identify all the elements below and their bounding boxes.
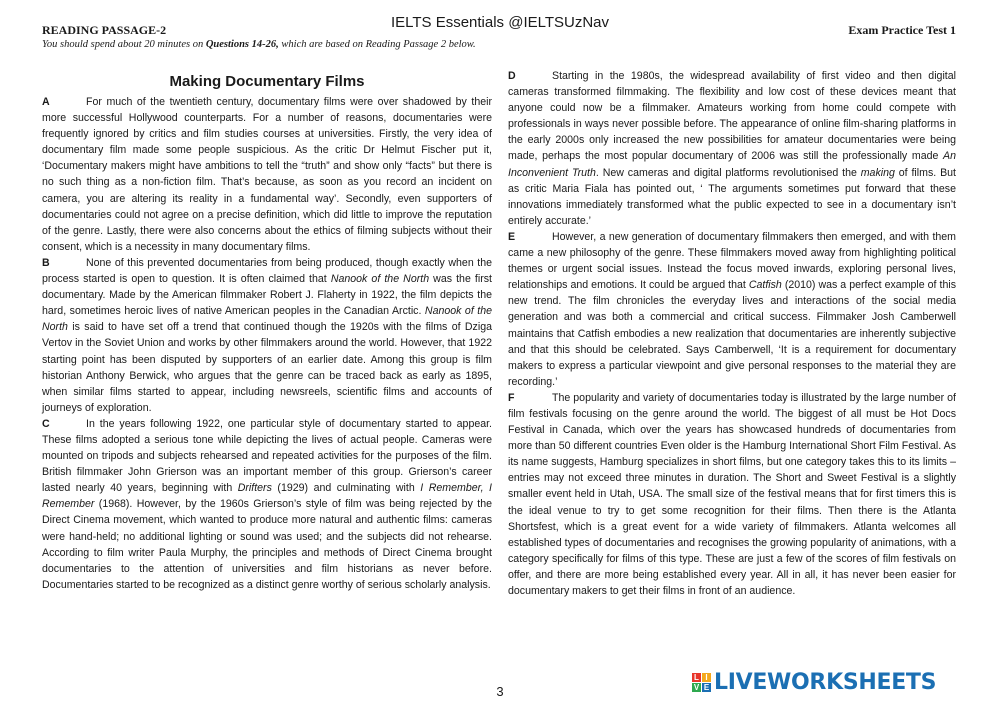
instructions-pre: You should spend about 20 minutes on xyxy=(42,39,206,50)
paragraph-text: (2010) was a perfect example of this new trend. The film chronicles the everyday lives and interactions of the social media generation and was both a commercial and critical success. Filmmaker Josh Camberwell maintains that Catfish embodies a new realization that documentaries are inherently subjective and that this should be celebrated. Says Camberwell, ‘It is a requirement for documentary makers to express a particular viewpoint and give personal responses to the material they are recording.’ xyxy=(508,279,956,388)
logo-wordmark: LIVEWORKSHEETS xyxy=(714,670,937,695)
paragraphs-right xyxy=(508,68,956,599)
instructions-post: which are based on Reading Passage 2 below. xyxy=(278,39,476,50)
section-label: READING PASSAGE-2 xyxy=(42,23,167,37)
paragraph-d xyxy=(508,68,956,229)
instructions xyxy=(42,39,476,50)
test-label: Exam Practice Test 1 xyxy=(848,23,956,37)
paragraph-letter: E xyxy=(508,230,516,243)
paragraph-e xyxy=(508,229,956,390)
paragraph-text: However, a new generation of documentary filmmakers then emerged, and with them came a new philosophy of the genre. These filmmakers moved away from highlighting political themes or urgent social issues. Instead the focus moved inwards, exploring personal lives, relationships and emotions. It could be argued that xyxy=(508,230,956,292)
italic-title: I Remember, I Remember xyxy=(42,482,492,511)
paragraph-text: was the first documentary. Made by the American filmmaker Robert J. Flaherty in 1922, the film depicts the hard, sometimes heroic lives of native American peoples in the Canadian Arctic. xyxy=(42,273,493,318)
paragraph-text: Starting in the 1980s, the widespread availability of first video and then digital cameras transformed filmmaking. The flexibility and low cost of these devices meant that anyone could now be a filmmaker. Amateurs working from home could compete with professionals in ways never possible before. The appearance of online film-sharing platforms in the early 2000s only increased the new possibilities for amateur documentaries were being made, perhaps the most popular documentary of 2006 was still the professionally made xyxy=(508,70,956,163)
paragraph-letter: C xyxy=(42,417,50,430)
paragraph-f xyxy=(508,390,956,599)
italic-title: making xyxy=(860,166,895,179)
paragraph-letter: B xyxy=(42,256,50,269)
live-letter: E xyxy=(703,683,710,692)
italic-title: Nanook of the North xyxy=(330,273,430,286)
instructions-questions: Questions 14-26, xyxy=(205,39,279,50)
paragraph-letter: A xyxy=(42,96,50,108)
italic-title: Nanook of the North xyxy=(42,305,492,334)
paragraph-text: of films. But as critic Maria Fiala has pointed out, ‘ The arguments sometimes put forward that these innovations immediately transformed what the public expected to see in a documentary isn’t entirely accurate.’ xyxy=(508,166,956,227)
paragraph-b xyxy=(42,255,492,416)
live-badge xyxy=(692,673,711,692)
paragraph-text: None of this prevented documentaries from being produced, though exactly when the process started is open to question. It is often claimed that xyxy=(42,256,492,286)
paragraph-letter: F xyxy=(508,391,515,404)
paragraph-text: The popularity and variety of documentaries today is illustrated by the large number of film festivals focusing on the genre around the world. The biggest of all must be Hot Docs Festival in Canada, which over the years has showcased hundreds of documentaries from more than 50 different countries Even older is the Hamburg International Short Film Festival. As its name suggests, Hamburg specializes in short films, but one category takes this to its limits – entries may not exceed three minutes in duration. The Short and Sweet Festival is a slightly smaller event held in Utah, USA. The small size of the festival means that for first timers this is the ideal venue to try to get some recognition for their films. Then there is the Atlanta Shortsfest, which is a great event for a wide variety of filmmakers. Atlanta welcomes all established types of documentaries and recognises the growing popularity of animations, with a category specifically for films of this type. These are just a few of the scores of film festivals on offer, and there are more being established every year. All in all, it has never been easier for documentary makers to get their films in front of an audience. xyxy=(508,391,956,597)
paragraph-a xyxy=(42,94,492,255)
italic-title: Catfish xyxy=(748,279,782,292)
brand-header: IELTS Essentials @IELTSUzNav xyxy=(390,14,610,31)
left-column xyxy=(42,68,492,593)
paragraph-text: . New cameras and digital platforms revolutionised the xyxy=(595,166,861,179)
italic-title: An Inconvenient Truth xyxy=(508,150,956,179)
live-letter: L xyxy=(692,673,701,682)
page-number: 3 xyxy=(496,684,504,699)
paragraphs-left xyxy=(42,94,492,593)
paragraph-text: In the years following 1922, one particular style of documentary started to appear. These films adopted a serious tone while depicting the lives of actual people. Cameras were mounted on tripods and subjects rehearsed and repeated activities for the purposes of the film. British filmmaker John Grierson was an important member of this group. Grierson’s career lasted nearly 40 years, beginning with xyxy=(42,417,492,495)
paragraph-text: (1929) and culminating with xyxy=(271,482,421,495)
passage-title: Making Documentary Films xyxy=(169,73,365,90)
live-letter: I xyxy=(702,673,711,682)
right-column xyxy=(508,68,956,599)
paragraph-c xyxy=(42,416,492,593)
paragraph-text: For much of the twentieth century, documentary films were over shadowed by their more successful Hollywood counterparts. For a number of reasons, documentaries were frequently ignored by critics and film studies courses at universities. Firstly, the very idea of documentary film made some people suspicious. As the critic Dr Helmut Fischer put it, ‘Documentary makers might have ambitions to tell the “truth” and show only “facts” but there is no such thing as a non-fiction film. That’s because, as soon as you record an incident on camera, you are altering its reality in a fundamental way’. Secondly, even supporters of documentaries could not agree on a precise definition, which did little to improve the reputation of the genre. Lastly, there were also concerns about the ethics of filming subjects without their consent, which is a necessity in many documentary films. xyxy=(42,96,492,253)
live-letter: V xyxy=(693,683,700,692)
paragraph-letter: D xyxy=(508,70,516,82)
italic-title: Drifters xyxy=(237,482,272,495)
paragraph-text: (1968). However, by the 1960s Grierson’s style of film was being rejected by the Direct Cinema movement, which wanted to produce more natural and authentic films: cameras were hand-held; no additional lighting or sound was used; and the subjects did not rehearse. According to film writer Paula Murphy, the principles and methods of Direct Cinema brought documentaries to the attention of universities and film historians as never before. Documentaries started to be recognized as a distinct genre worthy of serious scholarly analysis. xyxy=(42,498,492,591)
liveworksheets-logo xyxy=(692,670,936,695)
paragraph-text: is said to have set off a trend that continued though the 1920s with the films of Dziga Vertov in the Soviet Union and works by other filmmakers around the world. However, that 1922 starting point has been disputed by supporters of an earlier date. Among this group is film historian Anthony Berwick, who argues that the genre can be traced back as early as 1895, when similar films started to appear, including newsreels, scientific films and accounts of journeys of exploration. xyxy=(42,321,492,414)
